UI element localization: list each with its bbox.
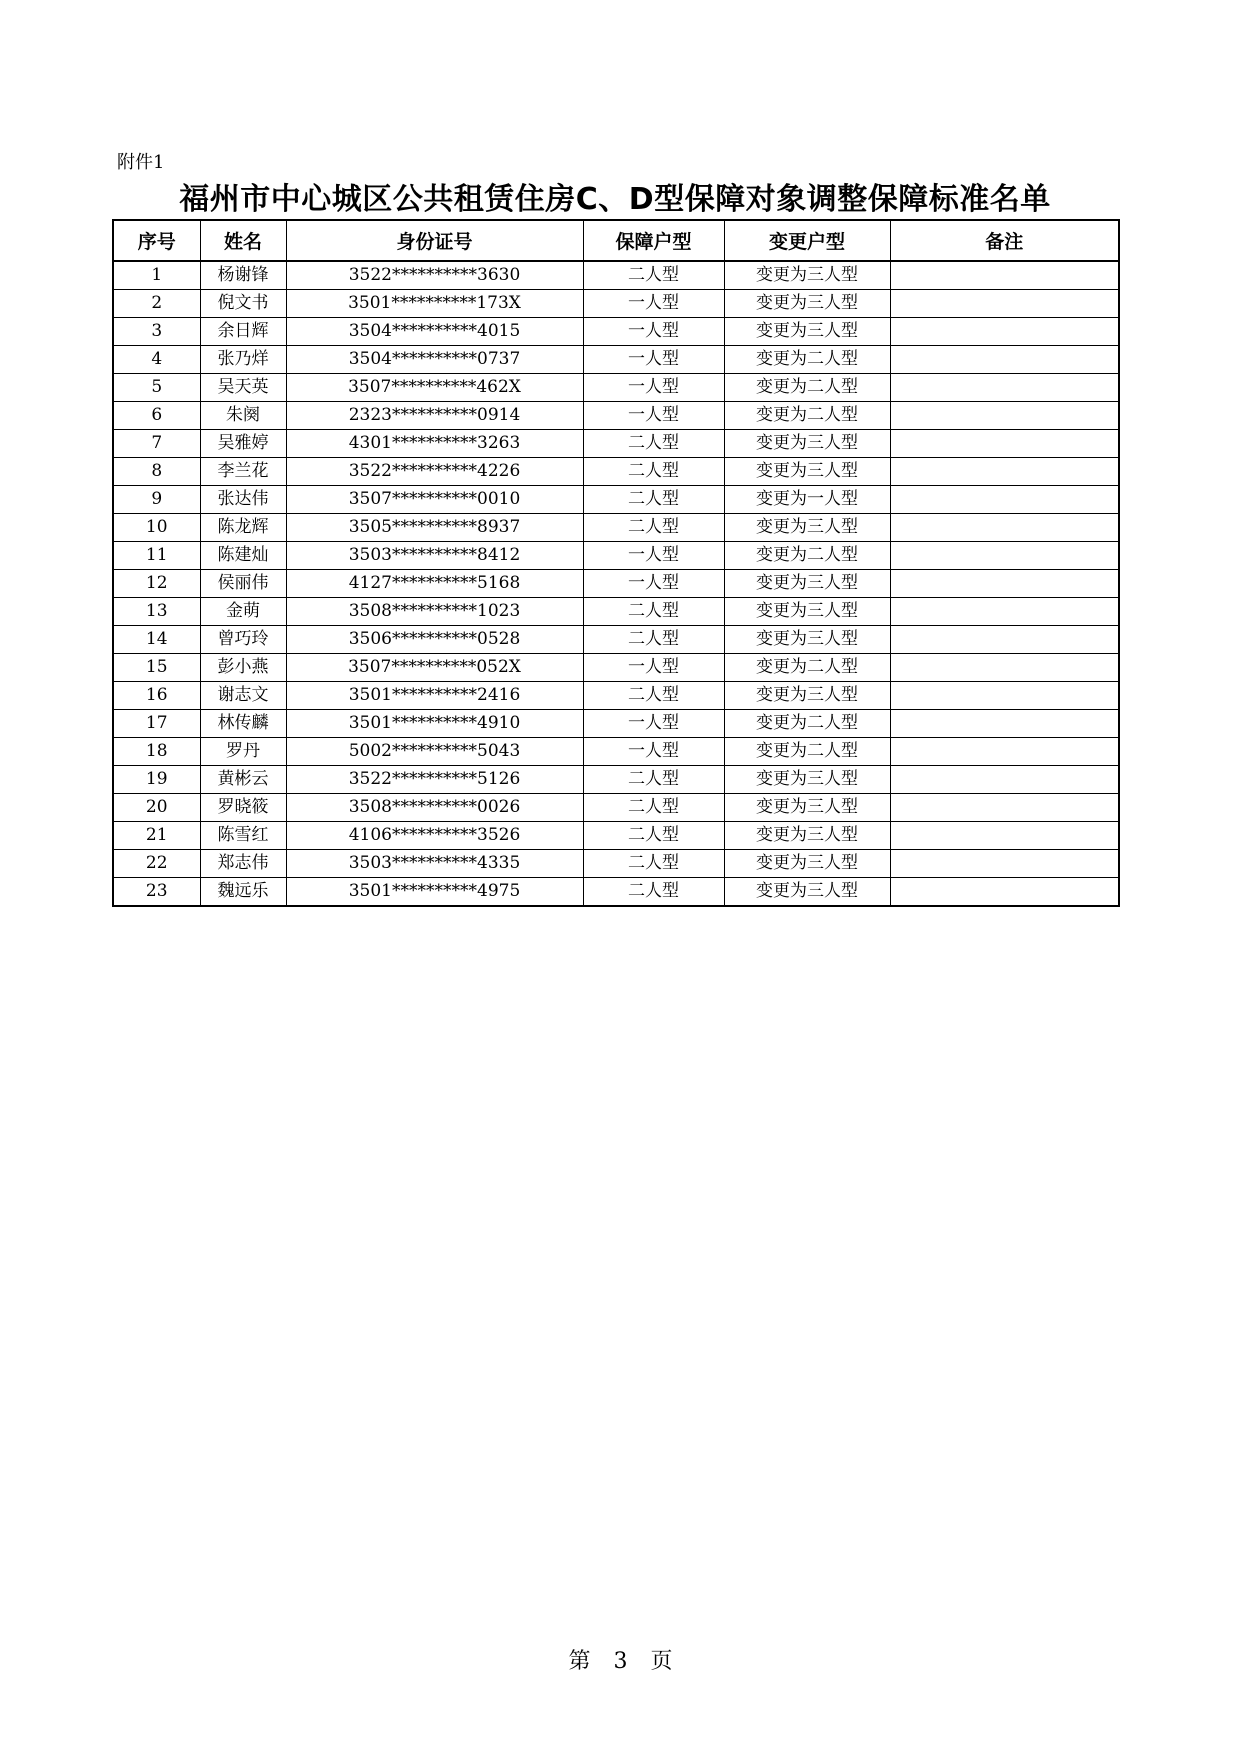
cell-seq: 20 xyxy=(113,794,200,822)
cell-changed-type: 变更为三人型 xyxy=(724,626,890,654)
cell-housing-type: 一人型 xyxy=(583,346,724,374)
cell-changed-type: 变更为二人型 xyxy=(724,402,890,430)
cell-seq: 6 xyxy=(113,402,200,430)
cell-housing-type: 二人型 xyxy=(583,850,724,878)
cell-housing-type: 一人型 xyxy=(583,318,724,346)
attachment-label: 附件1 xyxy=(117,152,165,173)
cell-remarks xyxy=(890,850,1119,878)
cell-id-number: 3506**********0528 xyxy=(286,626,583,654)
cell-remarks xyxy=(890,626,1119,654)
cell-seq: 21 xyxy=(113,822,200,850)
page-number: 3 xyxy=(613,1649,628,1674)
cell-remarks xyxy=(890,794,1119,822)
cell-changed-type: 变更为一人型 xyxy=(724,486,890,514)
cell-housing-type: 二人型 xyxy=(583,486,724,514)
cell-housing-type: 二人型 xyxy=(583,261,724,290)
table-row xyxy=(113,738,1119,766)
table-row xyxy=(113,766,1119,794)
cell-changed-type: 变更为三人型 xyxy=(724,766,890,794)
cell-remarks xyxy=(890,430,1119,458)
cell-seq: 14 xyxy=(113,626,200,654)
cell-remarks xyxy=(890,766,1119,794)
cell-name: 彭小燕 xyxy=(200,654,286,682)
cell-remarks xyxy=(890,710,1119,738)
cell-name: 罗丹 xyxy=(200,738,286,766)
cell-seq: 22 xyxy=(113,850,200,878)
cell-changed-type: 变更为三人型 xyxy=(724,794,890,822)
cell-remarks xyxy=(890,402,1119,430)
cell-seq: 10 xyxy=(113,514,200,542)
cell-remarks xyxy=(890,654,1119,682)
cell-id-number: 3507**********052X xyxy=(286,654,583,682)
cell-seq: 9 xyxy=(113,486,200,514)
cell-housing-type: 二人型 xyxy=(583,514,724,542)
cell-id-number: 4127**********5168 xyxy=(286,570,583,598)
cell-seq: 5 xyxy=(113,374,200,402)
table-row xyxy=(113,598,1119,626)
cell-id-number: 3522**********5126 xyxy=(286,766,583,794)
cell-name: 罗晓筱 xyxy=(200,794,286,822)
table-row xyxy=(113,318,1119,346)
cell-changed-type: 变更为二人型 xyxy=(724,374,890,402)
cell-seq: 18 xyxy=(113,738,200,766)
table-row xyxy=(113,346,1119,374)
footer-prefix: 第 xyxy=(568,1649,591,1674)
cell-name: 吴雅婷 xyxy=(200,430,286,458)
cell-remarks xyxy=(890,598,1119,626)
cell-name: 杨谢锋 xyxy=(200,261,286,290)
cell-name: 侯丽伟 xyxy=(200,570,286,598)
cell-seq: 11 xyxy=(113,542,200,570)
cell-seq: 13 xyxy=(113,598,200,626)
cell-housing-type: 一人型 xyxy=(583,738,724,766)
cell-remarks xyxy=(890,458,1119,486)
cell-housing-type: 一人型 xyxy=(583,290,724,318)
cell-id-number: 3501**********4910 xyxy=(286,710,583,738)
cell-id-number: 3507**********0010 xyxy=(286,486,583,514)
table-row xyxy=(113,542,1119,570)
cell-changed-type: 变更为三人型 xyxy=(724,290,890,318)
cell-housing-type: 二人型 xyxy=(583,430,724,458)
cell-name: 朱阕 xyxy=(200,402,286,430)
cell-id-number: 3501**********173X xyxy=(286,290,583,318)
cell-seq: 19 xyxy=(113,766,200,794)
table-row xyxy=(113,514,1119,542)
cell-remarks xyxy=(890,682,1119,710)
header-changed-type: 变更户型 xyxy=(724,220,890,261)
table-header-row xyxy=(113,220,1119,261)
cell-seq: 1 xyxy=(113,261,200,290)
header-id-number: 身份证号 xyxy=(286,220,583,261)
cell-id-number: 2323**********0914 xyxy=(286,402,583,430)
cell-id-number: 3503**********4335 xyxy=(286,850,583,878)
cell-seq: 12 xyxy=(113,570,200,598)
cell-changed-type: 变更为三人型 xyxy=(724,850,890,878)
cell-seq: 17 xyxy=(113,710,200,738)
cell-remarks xyxy=(890,514,1119,542)
cell-name: 魏远乐 xyxy=(200,878,286,907)
cell-id-number: 3503**********8412 xyxy=(286,542,583,570)
cell-changed-type: 变更为三人型 xyxy=(724,458,890,486)
table-row xyxy=(113,430,1119,458)
cell-remarks xyxy=(890,318,1119,346)
table-row xyxy=(113,626,1119,654)
cell-name: 吴天英 xyxy=(200,374,286,402)
cell-housing-type: 一人型 xyxy=(583,374,724,402)
cell-changed-type: 变更为三人型 xyxy=(724,318,890,346)
cell-id-number: 4106**********3526 xyxy=(286,822,583,850)
housing-adjustment-table xyxy=(112,219,1120,907)
cell-name: 金萌 xyxy=(200,598,286,626)
cell-housing-type: 二人型 xyxy=(583,822,724,850)
cell-housing-type: 一人型 xyxy=(583,542,724,570)
table-row xyxy=(113,822,1119,850)
cell-id-number: 3505**********8937 xyxy=(286,514,583,542)
cell-name: 陈雪红 xyxy=(200,822,286,850)
cell-housing-type: 一人型 xyxy=(583,570,724,598)
cell-name: 张达伟 xyxy=(200,486,286,514)
cell-seq: 8 xyxy=(113,458,200,486)
cell-name: 倪文书 xyxy=(200,290,286,318)
cell-housing-type: 二人型 xyxy=(583,766,724,794)
table-row xyxy=(113,458,1119,486)
table-body xyxy=(113,261,1119,906)
cell-housing-type: 二人型 xyxy=(583,598,724,626)
cell-name: 黄彬云 xyxy=(200,766,286,794)
cell-changed-type: 变更为二人型 xyxy=(724,710,890,738)
table-row xyxy=(113,290,1119,318)
table-row xyxy=(113,682,1119,710)
cell-seq: 7 xyxy=(113,430,200,458)
cell-remarks xyxy=(890,486,1119,514)
cell-housing-type: 一人型 xyxy=(583,402,724,430)
cell-name: 曾巧玲 xyxy=(200,626,286,654)
header-housing-type: 保障户型 xyxy=(583,220,724,261)
table-row xyxy=(113,794,1119,822)
cell-housing-type: 二人型 xyxy=(583,878,724,907)
table-row xyxy=(113,710,1119,738)
document-title: 福州市中心城区公共租赁住房C、D型保障对象调整保障标准名单 xyxy=(179,182,1051,217)
header-name: 姓名 xyxy=(200,220,286,261)
cell-id-number: 3501**********2416 xyxy=(286,682,583,710)
cell-id-number: 4301**********3263 xyxy=(286,430,583,458)
cell-remarks xyxy=(890,374,1119,402)
cell-seq: 2 xyxy=(113,290,200,318)
cell-changed-type: 变更为三人型 xyxy=(724,878,890,907)
cell-changed-type: 变更为二人型 xyxy=(724,738,890,766)
cell-changed-type: 变更为三人型 xyxy=(724,570,890,598)
cell-remarks xyxy=(890,261,1119,290)
cell-id-number: 3504**********4015 xyxy=(286,318,583,346)
cell-housing-type: 一人型 xyxy=(583,654,724,682)
cell-name: 谢志文 xyxy=(200,682,286,710)
cell-name: 陈建灿 xyxy=(200,542,286,570)
cell-housing-type: 二人型 xyxy=(583,794,724,822)
cell-name: 陈龙辉 xyxy=(200,514,286,542)
cell-housing-type: 一人型 xyxy=(583,710,724,738)
cell-changed-type: 变更为三人型 xyxy=(724,514,890,542)
header-seq: 序号 xyxy=(113,220,200,261)
cell-id-number: 3501**********4975 xyxy=(286,878,583,907)
table-row xyxy=(113,261,1119,290)
table-row xyxy=(113,654,1119,682)
table-row xyxy=(113,878,1119,907)
cell-seq: 3 xyxy=(113,318,200,346)
cell-remarks xyxy=(890,290,1119,318)
page-footer xyxy=(0,1647,1241,1677)
cell-changed-type: 变更为三人型 xyxy=(724,682,890,710)
cell-name: 张乃烊 xyxy=(200,346,286,374)
cell-changed-type: 变更为三人型 xyxy=(724,822,890,850)
cell-id-number: 3508**********0026 xyxy=(286,794,583,822)
table-row xyxy=(113,374,1119,402)
cell-seq: 4 xyxy=(113,346,200,374)
cell-id-number: 3507**********462X xyxy=(286,374,583,402)
cell-name: 余日辉 xyxy=(200,318,286,346)
cell-seq: 15 xyxy=(113,654,200,682)
cell-changed-type: 变更为二人型 xyxy=(724,542,890,570)
cell-changed-type: 变更为二人型 xyxy=(724,654,890,682)
cell-changed-type: 变更为三人型 xyxy=(724,261,890,290)
cell-id-number: 3508**********1023 xyxy=(286,598,583,626)
table-row xyxy=(113,570,1119,598)
cell-id-number: 3504**********0737 xyxy=(286,346,583,374)
cell-changed-type: 变更为三人型 xyxy=(724,598,890,626)
cell-housing-type: 二人型 xyxy=(583,682,724,710)
cell-remarks xyxy=(890,542,1119,570)
cell-remarks xyxy=(890,822,1119,850)
cell-seq: 23 xyxy=(113,878,200,907)
cell-housing-type: 二人型 xyxy=(583,458,724,486)
cell-housing-type: 二人型 xyxy=(583,626,724,654)
cell-remarks xyxy=(890,346,1119,374)
cell-changed-type: 变更为二人型 xyxy=(724,346,890,374)
footer-suffix: 页 xyxy=(650,1649,673,1674)
cell-name: 李兰花 xyxy=(200,458,286,486)
table-row xyxy=(113,486,1119,514)
cell-remarks xyxy=(890,878,1119,907)
cell-seq: 16 xyxy=(113,682,200,710)
cell-name: 林传麟 xyxy=(200,710,286,738)
cell-name: 郑志伟 xyxy=(200,850,286,878)
cell-id-number: 3522**********4226 xyxy=(286,458,583,486)
header-remarks: 备注 xyxy=(890,220,1119,261)
cell-remarks xyxy=(890,738,1119,766)
table-row xyxy=(113,850,1119,878)
cell-remarks xyxy=(890,570,1119,598)
cell-id-number: 3522**********3630 xyxy=(286,261,583,290)
table-row xyxy=(113,402,1119,430)
cell-changed-type: 变更为三人型 xyxy=(724,430,890,458)
cell-id-number: 5002**********5043 xyxy=(286,738,583,766)
